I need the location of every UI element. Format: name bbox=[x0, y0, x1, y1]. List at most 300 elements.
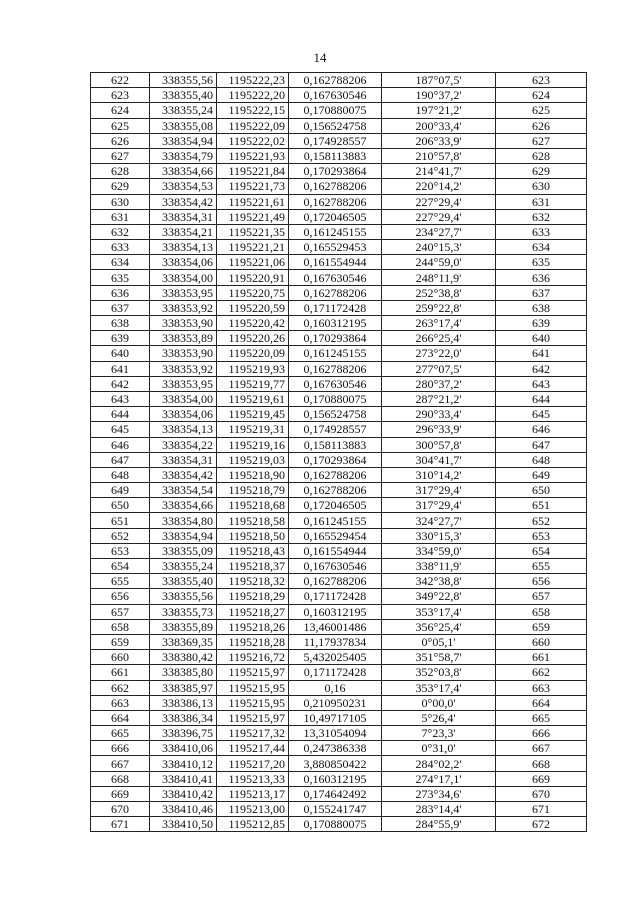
x-coordinate-cell: 338410,12 bbox=[150, 756, 217, 771]
y-coordinate-cell: 1195212,85 bbox=[217, 817, 289, 832]
y-coordinate-cell: 1195215,95 bbox=[217, 695, 289, 710]
point-from-cell: 628 bbox=[91, 164, 150, 179]
point-to-cell: 630 bbox=[496, 179, 587, 194]
point-from-cell: 624 bbox=[91, 103, 150, 118]
point-to-cell: 665 bbox=[496, 710, 587, 725]
direction-angle-cell: 227°29,4' bbox=[382, 194, 496, 209]
direction-angle-cell: 206°33,9' bbox=[382, 133, 496, 148]
point-from-cell: 654 bbox=[91, 559, 150, 574]
direction-angle-cell: 190°37,2' bbox=[382, 88, 496, 103]
point-from-cell: 651 bbox=[91, 513, 150, 528]
y-coordinate-cell: 1195220,75 bbox=[217, 285, 289, 300]
direction-angle-cell: 283°14,4' bbox=[382, 802, 496, 817]
point-from-cell: 645 bbox=[91, 422, 150, 437]
table-row bbox=[91, 148, 587, 163]
point-to-cell: 643 bbox=[496, 376, 587, 391]
point-to-cell: 660 bbox=[496, 634, 587, 649]
table-row bbox=[91, 422, 587, 437]
table-row bbox=[91, 726, 587, 741]
distance-cell: 3,880850422 bbox=[289, 756, 382, 771]
point-to-cell: 646 bbox=[496, 422, 587, 437]
point-to-cell: 657 bbox=[496, 589, 587, 604]
x-coordinate-cell: 338354,00 bbox=[150, 391, 217, 406]
table-row bbox=[91, 619, 587, 634]
point-to-cell: 637 bbox=[496, 285, 587, 300]
table-row bbox=[91, 802, 587, 817]
point-from-cell: 667 bbox=[91, 756, 150, 771]
table-row bbox=[91, 467, 587, 482]
distance-cell: 0,167630546 bbox=[289, 559, 382, 574]
point-to-cell: 638 bbox=[496, 300, 587, 315]
y-coordinate-cell: 1195220,09 bbox=[217, 346, 289, 361]
direction-angle-cell: 330°15,3' bbox=[382, 528, 496, 543]
point-to-cell: 650 bbox=[496, 483, 587, 498]
y-coordinate-cell: 1195218,29 bbox=[217, 589, 289, 604]
point-to-cell: 645 bbox=[496, 407, 587, 422]
direction-angle-cell: 248°11,9' bbox=[382, 270, 496, 285]
point-from-cell: 661 bbox=[91, 665, 150, 680]
distance-cell: 0,16 bbox=[289, 680, 382, 695]
table-row bbox=[91, 650, 587, 665]
y-coordinate-cell: 1195218,26 bbox=[217, 619, 289, 634]
direction-angle-cell: 324°27,7' bbox=[382, 513, 496, 528]
table-row bbox=[91, 574, 587, 589]
y-coordinate-cell: 1195219,16 bbox=[217, 437, 289, 452]
distance-cell: 0,172046505 bbox=[289, 498, 382, 513]
table-row bbox=[91, 209, 587, 224]
distance-cell: 0,170880075 bbox=[289, 391, 382, 406]
distance-cell: 0,165529454 bbox=[289, 528, 382, 543]
table-row bbox=[91, 543, 587, 558]
x-coordinate-cell: 338410,46 bbox=[150, 802, 217, 817]
table-row bbox=[91, 270, 587, 285]
direction-angle-cell: 244°59,0' bbox=[382, 255, 496, 270]
x-coordinate-cell: 338396,75 bbox=[150, 726, 217, 741]
x-coordinate-cell: 338354,79 bbox=[150, 148, 217, 163]
point-from-cell: 643 bbox=[91, 391, 150, 406]
x-coordinate-cell: 338386,13 bbox=[150, 695, 217, 710]
point-from-cell: 656 bbox=[91, 589, 150, 604]
point-from-cell: 653 bbox=[91, 543, 150, 558]
x-coordinate-cell: 338355,56 bbox=[150, 589, 217, 604]
direction-angle-cell: 349°22,8' bbox=[382, 589, 496, 604]
point-to-cell: 647 bbox=[496, 437, 587, 452]
direction-angle-cell: 284°02,2' bbox=[382, 756, 496, 771]
distance-cell: 0,158113883 bbox=[289, 437, 382, 452]
table-row bbox=[91, 255, 587, 270]
direction-angle-cell: 214°41,7' bbox=[382, 164, 496, 179]
point-to-cell: 623 bbox=[496, 73, 587, 88]
direction-angle-cell: 342°38,8' bbox=[382, 574, 496, 589]
distance-cell: 0,162788206 bbox=[289, 483, 382, 498]
direction-angle-cell: 304°41,7' bbox=[382, 452, 496, 467]
point-to-cell: 653 bbox=[496, 528, 587, 543]
direction-angle-cell: 187°07,5' bbox=[382, 73, 496, 88]
y-coordinate-cell: 1195221,61 bbox=[217, 194, 289, 209]
direction-angle-cell: 273°34,6' bbox=[382, 786, 496, 801]
direction-angle-cell: 0°05,1' bbox=[382, 634, 496, 649]
y-coordinate-cell: 1195219,03 bbox=[217, 452, 289, 467]
point-to-cell: 670 bbox=[496, 786, 587, 801]
x-coordinate-cell: 338354,22 bbox=[150, 437, 217, 452]
x-coordinate-cell: 338386,34 bbox=[150, 710, 217, 725]
point-from-cell: 664 bbox=[91, 710, 150, 725]
x-coordinate-cell: 338354,53 bbox=[150, 179, 217, 194]
distance-cell: 0,158113883 bbox=[289, 148, 382, 163]
point-from-cell: 659 bbox=[91, 634, 150, 649]
table-row bbox=[91, 756, 587, 771]
distance-cell: 0,210950231 bbox=[289, 695, 382, 710]
table-row bbox=[91, 361, 587, 376]
table-row bbox=[91, 817, 587, 832]
point-from-cell: 631 bbox=[91, 209, 150, 224]
direction-angle-cell: 317°29,4' bbox=[382, 498, 496, 513]
point-from-cell: 658 bbox=[91, 619, 150, 634]
y-coordinate-cell: 1195219,61 bbox=[217, 391, 289, 406]
y-coordinate-cell: 1195220,42 bbox=[217, 316, 289, 331]
direction-angle-cell: 280°37,2' bbox=[382, 376, 496, 391]
point-to-cell: 624 bbox=[496, 88, 587, 103]
x-coordinate-cell: 338353,95 bbox=[150, 376, 217, 391]
direction-angle-cell: 210°57,8' bbox=[382, 148, 496, 163]
x-coordinate-cell: 338354,66 bbox=[150, 164, 217, 179]
y-coordinate-cell: 1195217,44 bbox=[217, 741, 289, 756]
direction-angle-cell: 252°38,8' bbox=[382, 285, 496, 300]
point-to-cell: 655 bbox=[496, 559, 587, 574]
table-row bbox=[91, 452, 587, 467]
distance-cell: 0,161245155 bbox=[289, 346, 382, 361]
distance-cell: 0,156524758 bbox=[289, 407, 382, 422]
y-coordinate-cell: 1195221,35 bbox=[217, 224, 289, 239]
y-coordinate-cell: 1195219,45 bbox=[217, 407, 289, 422]
x-coordinate-cell: 338354,66 bbox=[150, 498, 217, 513]
table-row bbox=[91, 346, 587, 361]
point-to-cell: 632 bbox=[496, 209, 587, 224]
direction-angle-cell: 317°29,4' bbox=[382, 483, 496, 498]
point-from-cell: 635 bbox=[91, 270, 150, 285]
distance-cell: 0,161554944 bbox=[289, 543, 382, 558]
point-to-cell: 626 bbox=[496, 118, 587, 133]
direction-angle-cell: 5°26,4' bbox=[382, 710, 496, 725]
point-from-cell: 642 bbox=[91, 376, 150, 391]
distance-cell: 11,17937834 bbox=[289, 634, 382, 649]
coordinates-table bbox=[90, 72, 587, 832]
table-row bbox=[91, 285, 587, 300]
point-from-cell: 649 bbox=[91, 483, 150, 498]
distance-cell: 13,46001486 bbox=[289, 619, 382, 634]
x-coordinate-cell: 338355,40 bbox=[150, 88, 217, 103]
x-coordinate-cell: 338410,06 bbox=[150, 741, 217, 756]
x-coordinate-cell: 338354,31 bbox=[150, 209, 217, 224]
y-coordinate-cell: 1195219,93 bbox=[217, 361, 289, 376]
point-to-cell: 649 bbox=[496, 467, 587, 482]
direction-angle-cell: 240°15,3' bbox=[382, 240, 496, 255]
table-row bbox=[91, 407, 587, 422]
direction-angle-cell: 351°58,7' bbox=[382, 650, 496, 665]
point-to-cell: 658 bbox=[496, 604, 587, 619]
y-coordinate-cell: 1195217,32 bbox=[217, 726, 289, 741]
point-from-cell: 666 bbox=[91, 741, 150, 756]
point-from-cell: 633 bbox=[91, 240, 150, 255]
point-from-cell: 648 bbox=[91, 467, 150, 482]
direction-angle-cell: 287°21,2' bbox=[382, 391, 496, 406]
distance-cell: 0,167630546 bbox=[289, 88, 382, 103]
y-coordinate-cell: 1195219,77 bbox=[217, 376, 289, 391]
table-row bbox=[91, 376, 587, 391]
x-coordinate-cell: 338410,42 bbox=[150, 786, 217, 801]
x-coordinate-cell: 338354,42 bbox=[150, 467, 217, 482]
direction-angle-cell: 274°17,1' bbox=[382, 771, 496, 786]
y-coordinate-cell: 1195216,72 bbox=[217, 650, 289, 665]
y-coordinate-cell: 1195219,31 bbox=[217, 422, 289, 437]
y-coordinate-cell: 1195221,06 bbox=[217, 255, 289, 270]
point-from-cell: 641 bbox=[91, 361, 150, 376]
point-from-cell: 646 bbox=[91, 437, 150, 452]
direction-angle-cell: 296°33,9' bbox=[382, 422, 496, 437]
x-coordinate-cell: 338410,41 bbox=[150, 771, 217, 786]
point-from-cell: 638 bbox=[91, 316, 150, 331]
distance-cell: 0,162788206 bbox=[289, 194, 382, 209]
distance-cell: 0,156524758 bbox=[289, 118, 382, 133]
direction-angle-cell: 7°23,3' bbox=[382, 726, 496, 741]
x-coordinate-cell: 338354,13 bbox=[150, 240, 217, 255]
table-row bbox=[91, 786, 587, 801]
y-coordinate-cell: 1195218,43 bbox=[217, 543, 289, 558]
distance-cell: 0,160312195 bbox=[289, 316, 382, 331]
y-coordinate-cell: 1195213,33 bbox=[217, 771, 289, 786]
x-coordinate-cell: 338385,80 bbox=[150, 665, 217, 680]
x-coordinate-cell: 338355,40 bbox=[150, 574, 217, 589]
x-coordinate-cell: 338353,90 bbox=[150, 346, 217, 361]
direction-angle-cell: 334°59,0' bbox=[382, 543, 496, 558]
distance-cell: 0,174928557 bbox=[289, 133, 382, 148]
y-coordinate-cell: 1195220,59 bbox=[217, 300, 289, 315]
point-to-cell: 656 bbox=[496, 574, 587, 589]
coordinates-table-body bbox=[91, 73, 587, 832]
table-row bbox=[91, 741, 587, 756]
distance-cell: 0,160312195 bbox=[289, 771, 382, 786]
y-coordinate-cell: 1195213,17 bbox=[217, 786, 289, 801]
distance-cell: 0,162788206 bbox=[289, 73, 382, 88]
distance-cell: 13,31054094 bbox=[289, 726, 382, 741]
distance-cell: 0,162788206 bbox=[289, 574, 382, 589]
table-row bbox=[91, 224, 587, 239]
distance-cell: 0,165529453 bbox=[289, 240, 382, 255]
point-from-cell: 627 bbox=[91, 148, 150, 163]
x-coordinate-cell: 338354,31 bbox=[150, 452, 217, 467]
y-coordinate-cell: 1195222,02 bbox=[217, 133, 289, 148]
x-coordinate-cell: 338355,08 bbox=[150, 118, 217, 133]
table-row bbox=[91, 316, 587, 331]
point-to-cell: 668 bbox=[496, 756, 587, 771]
distance-cell: 0,171172428 bbox=[289, 300, 382, 315]
table-row bbox=[91, 710, 587, 725]
point-from-cell: 650 bbox=[91, 498, 150, 513]
direction-angle-cell: 0°31,0' bbox=[382, 741, 496, 756]
table-row bbox=[91, 634, 587, 649]
direction-angle-cell: 273°22,0' bbox=[382, 346, 496, 361]
table-row bbox=[91, 498, 587, 513]
table-row bbox=[91, 73, 587, 88]
table-row bbox=[91, 300, 587, 315]
point-to-cell: 654 bbox=[496, 543, 587, 558]
point-from-cell: 637 bbox=[91, 300, 150, 315]
point-from-cell: 636 bbox=[91, 285, 150, 300]
direction-angle-cell: 300°57,8' bbox=[382, 437, 496, 452]
table-row bbox=[91, 483, 587, 498]
y-coordinate-cell: 1195222,15 bbox=[217, 103, 289, 118]
point-from-cell: 630 bbox=[91, 194, 150, 209]
point-to-cell: 634 bbox=[496, 240, 587, 255]
x-coordinate-cell: 338380,42 bbox=[150, 650, 217, 665]
point-to-cell: 635 bbox=[496, 255, 587, 270]
direction-angle-cell: 263°17,4' bbox=[382, 316, 496, 331]
point-to-cell: 640 bbox=[496, 331, 587, 346]
y-coordinate-cell: 1195218,68 bbox=[217, 498, 289, 513]
y-coordinate-cell: 1195218,90 bbox=[217, 467, 289, 482]
direction-angle-cell: 356°25,4' bbox=[382, 619, 496, 634]
point-to-cell: 667 bbox=[496, 741, 587, 756]
direction-angle-cell: 284°55,9' bbox=[382, 817, 496, 832]
x-coordinate-cell: 338354,06 bbox=[150, 407, 217, 422]
direction-angle-cell: 227°29,4' bbox=[382, 209, 496, 224]
distance-cell: 0,161554944 bbox=[289, 255, 382, 270]
table-row bbox=[91, 194, 587, 209]
point-to-cell: 664 bbox=[496, 695, 587, 710]
point-to-cell: 627 bbox=[496, 133, 587, 148]
distance-cell: 0,162788206 bbox=[289, 467, 382, 482]
direction-angle-cell: 259°22,8' bbox=[382, 300, 496, 315]
y-coordinate-cell: 1195222,09 bbox=[217, 118, 289, 133]
point-to-cell: 669 bbox=[496, 771, 587, 786]
direction-angle-cell: 220°14,2' bbox=[382, 179, 496, 194]
table-row bbox=[91, 528, 587, 543]
point-to-cell: 652 bbox=[496, 513, 587, 528]
point-from-cell: 657 bbox=[91, 604, 150, 619]
point-to-cell: 628 bbox=[496, 148, 587, 163]
table-row bbox=[91, 771, 587, 786]
x-coordinate-cell: 338354,80 bbox=[150, 513, 217, 528]
direction-angle-cell: 234°27,7' bbox=[382, 224, 496, 239]
x-coordinate-cell: 338355,56 bbox=[150, 73, 217, 88]
direction-angle-cell: 277°07,5' bbox=[382, 361, 496, 376]
table-row bbox=[91, 118, 587, 133]
distance-cell: 0,170293864 bbox=[289, 331, 382, 346]
page-number: 14 bbox=[313, 50, 327, 65]
y-coordinate-cell: 1195220,91 bbox=[217, 270, 289, 285]
point-to-cell: 651 bbox=[496, 498, 587, 513]
table-row bbox=[91, 559, 587, 574]
y-coordinate-cell: 1195218,32 bbox=[217, 574, 289, 589]
table-row bbox=[91, 695, 587, 710]
x-coordinate-cell: 338354,42 bbox=[150, 194, 217, 209]
direction-angle-cell: 290°33,4' bbox=[382, 407, 496, 422]
point-from-cell: 663 bbox=[91, 695, 150, 710]
y-coordinate-cell: 1195222,23 bbox=[217, 73, 289, 88]
distance-cell: 0,170880075 bbox=[289, 103, 382, 118]
point-to-cell: 633 bbox=[496, 224, 587, 239]
point-from-cell: 625 bbox=[91, 118, 150, 133]
distance-cell: 0,170293864 bbox=[289, 452, 382, 467]
point-to-cell: 625 bbox=[496, 103, 587, 118]
x-coordinate-cell: 338355,89 bbox=[150, 619, 217, 634]
distance-cell: 0,160312195 bbox=[289, 604, 382, 619]
table-row bbox=[91, 680, 587, 695]
distance-cell: 0,167630546 bbox=[289, 270, 382, 285]
distance-cell: 10,49717105 bbox=[289, 710, 382, 725]
y-coordinate-cell: 1195221,21 bbox=[217, 240, 289, 255]
table-row bbox=[91, 604, 587, 619]
distance-cell: 5,432025405 bbox=[289, 650, 382, 665]
point-from-cell: 655 bbox=[91, 574, 150, 589]
x-coordinate-cell: 338385,97 bbox=[150, 680, 217, 695]
distance-cell: 0,155241747 bbox=[289, 802, 382, 817]
distance-cell: 0,171172428 bbox=[289, 589, 382, 604]
x-coordinate-cell: 338354,94 bbox=[150, 133, 217, 148]
y-coordinate-cell: 1195215,97 bbox=[217, 665, 289, 680]
point-from-cell: 622 bbox=[91, 73, 150, 88]
table-row bbox=[91, 240, 587, 255]
y-coordinate-cell: 1195215,95 bbox=[217, 680, 289, 695]
table-row bbox=[91, 391, 587, 406]
table-row bbox=[91, 133, 587, 148]
point-from-cell: 632 bbox=[91, 224, 150, 239]
x-coordinate-cell: 338353,89 bbox=[150, 331, 217, 346]
distance-cell: 0,174642492 bbox=[289, 786, 382, 801]
point-to-cell: 659 bbox=[496, 619, 587, 634]
point-to-cell: 648 bbox=[496, 452, 587, 467]
x-coordinate-cell: 338354,94 bbox=[150, 528, 217, 543]
x-coordinate-cell: 338353,90 bbox=[150, 316, 217, 331]
point-from-cell: 668 bbox=[91, 771, 150, 786]
direction-angle-cell: 352°03,8' bbox=[382, 665, 496, 680]
point-to-cell: 631 bbox=[496, 194, 587, 209]
table-row bbox=[91, 589, 587, 604]
point-from-cell: 640 bbox=[91, 346, 150, 361]
x-coordinate-cell: 338354,00 bbox=[150, 270, 217, 285]
distance-cell: 0,172046505 bbox=[289, 209, 382, 224]
point-to-cell: 636 bbox=[496, 270, 587, 285]
direction-angle-cell: 310°14,2' bbox=[382, 467, 496, 482]
y-coordinate-cell: 1195218,50 bbox=[217, 528, 289, 543]
y-coordinate-cell: 1195218,27 bbox=[217, 604, 289, 619]
distance-cell: 0,170880075 bbox=[289, 817, 382, 832]
point-from-cell: 660 bbox=[91, 650, 150, 665]
point-to-cell: 662 bbox=[496, 665, 587, 680]
y-coordinate-cell: 1195221,84 bbox=[217, 164, 289, 179]
point-to-cell: 639 bbox=[496, 316, 587, 331]
table-row bbox=[91, 179, 587, 194]
point-to-cell: 663 bbox=[496, 680, 587, 695]
x-coordinate-cell: 338355,24 bbox=[150, 559, 217, 574]
point-from-cell: 623 bbox=[91, 88, 150, 103]
x-coordinate-cell: 338410,50 bbox=[150, 817, 217, 832]
y-coordinate-cell: 1195218,28 bbox=[217, 634, 289, 649]
point-to-cell: 629 bbox=[496, 164, 587, 179]
y-coordinate-cell: 1195222,20 bbox=[217, 88, 289, 103]
point-from-cell: 665 bbox=[91, 726, 150, 741]
direction-angle-cell: 266°25,4' bbox=[382, 331, 496, 346]
point-to-cell: 672 bbox=[496, 817, 587, 832]
distance-cell: 0,162788206 bbox=[289, 179, 382, 194]
x-coordinate-cell: 338353,95 bbox=[150, 285, 217, 300]
point-to-cell: 642 bbox=[496, 361, 587, 376]
point-from-cell: 644 bbox=[91, 407, 150, 422]
y-coordinate-cell: 1195221,73 bbox=[217, 179, 289, 194]
y-coordinate-cell: 1195220,26 bbox=[217, 331, 289, 346]
table-row bbox=[91, 88, 587, 103]
table-row bbox=[91, 331, 587, 346]
